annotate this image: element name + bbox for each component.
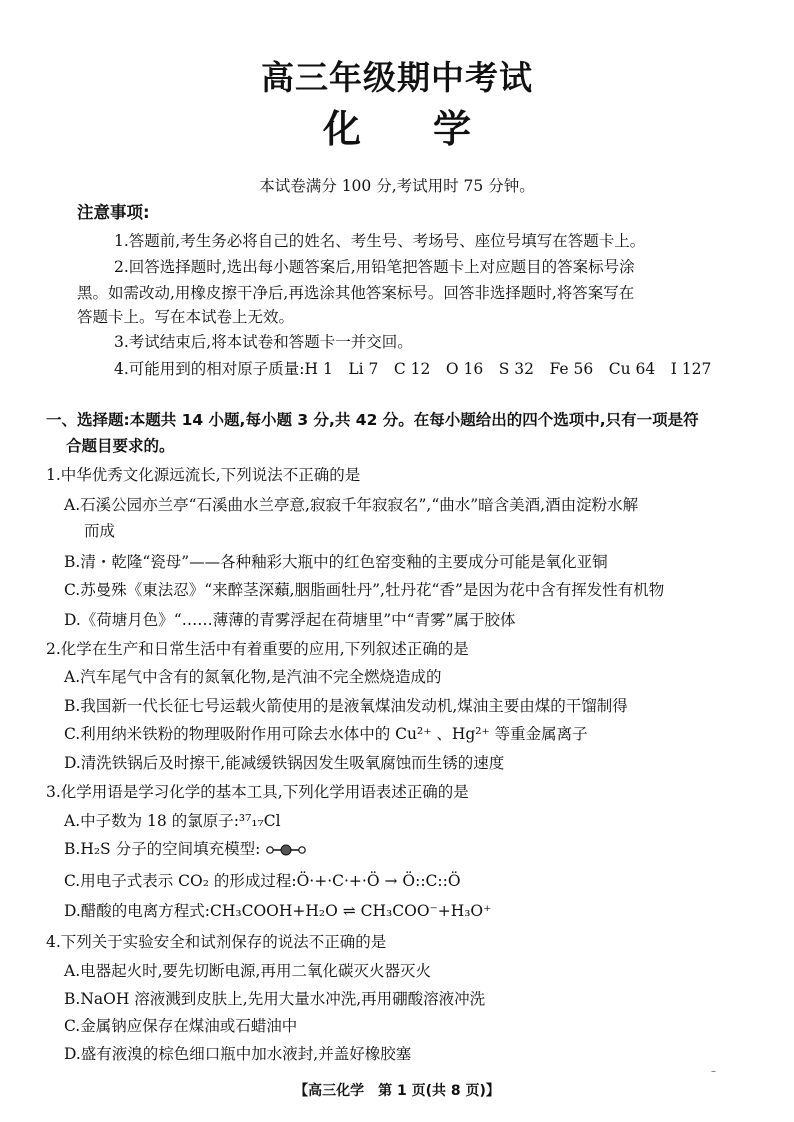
option-a: A.中子数为 18 的氯原子:³⁷₁₇Cl <box>64 812 281 830</box>
notice-line: 4.可能用到的相对原子质量:H 1 Li 7 C 12 O 16 S 32 Fe 56 Cu 64 I 127 <box>114 360 712 378</box>
question-stem: 4.下列关于实验安全和试剂保存的说法不正确的是 <box>46 933 387 951</box>
corner-mark: – <box>711 1066 716 1077</box>
subject-right: 学 <box>433 107 472 151</box>
option-a: A.石溪公园亦兰亭“石溪曲水兰亭意,寂寂千年寂寂名”,“曲水”暗含美酒,酒由淀粉水解 <box>64 496 639 514</box>
option-c: C.用电子式表示 CO₂ 的形成过程:Ö·+·C·+·Ö → Ö::C::Ö <box>64 872 461 890</box>
option-d: D.清洗铁锅后及时擦干,能减缓铁锅因发生吸氧腐蚀而生锈的速度 <box>64 754 505 772</box>
option-b: B.清・乾隆“瓷母”——各种釉彩大瓶中的红色窑变釉的主要成分可能是氧化亚铜 <box>64 553 608 571</box>
option-a: A.电器起火时,要先切断电源,再用二氧化碳灭火器灭火 <box>64 962 431 980</box>
question-stem: 3.化学用语是学习化学的基本工具,下列化学用语表述正确的是 <box>46 783 469 801</box>
exam-title: 高三年级期中考试 <box>261 58 533 97</box>
option-b-text: B.H₂S 分子的空间填充模型: <box>64 840 261 858</box>
subject-title <box>0 98 794 153</box>
option-d: D.《荷塘月色》“……薄薄的青雾浮起在荷塘里”中“青雾”属于胶体 <box>64 611 516 629</box>
option-c: C.利用纳米铁粉的物理吸附作用可除去水体中的 Cu²⁺ 、Hg²⁺ 等重金属离子 <box>64 725 588 743</box>
notice-line: 1.答题前,考生务必将自己的姓名、考生号、考场号、座位号填写在答题卡上。 <box>114 232 646 250</box>
option-a-cont: 而成 <box>84 522 116 540</box>
h2s-space-filling-model-icon <box>265 843 307 857</box>
subject-left: 化 <box>322 107 361 151</box>
option-c: C.金属钠应保存在煤油或石蜡油中 <box>64 1017 298 1035</box>
question-stem: 2.化学在生产和日常生活中有着重要的应用,下列叙述正确的是 <box>46 640 469 658</box>
option-d: D.盛有液溴的棕色细口瓶中加水液封,并盖好橡胶塞 <box>64 1045 412 1063</box>
notice-line: 黑。如需改动,用橡皮擦干净后,再选涂其他答案标号。回答非选择题时,将答案写在 <box>77 284 635 302</box>
notice-line: 2.回答选择题时,选出每小题答案后,用铅笔把答题卡上对应题目的答案标号涂 <box>114 258 635 276</box>
notice-line: 3.考试结束后,将本试卷和答题卡一并交回。 <box>114 333 413 351</box>
page-footer: 【高三化学 第 1 页(共 8 页)】 <box>294 1083 500 1099</box>
option-b <box>64 839 307 859</box>
option-d: D.醋酸的电离方程式:CH₃COOH+H₂O ⇌ CH₃COO⁻+H₃O⁺ <box>64 902 492 920</box>
option-b: B.我国新一代长征七号运载火箭使用的是液氧煤油发动机,煤油主要由煤的干馏制得 <box>64 697 628 715</box>
option-b: B.NaOH 溶液溅到皮肤上,先用大量水冲洗,再用硼酸溶液冲洗 <box>64 990 486 1008</box>
option-c: C.苏曼殊《東法忍》“来醉茎深蘱,胭脂画牡丹”,牡丹花“香”是因为花中含有挥发性有机物 <box>64 581 665 599</box>
exam-info: 本试卷满分 100 分,考试用时 75 分钟。 <box>259 177 535 195</box>
notice-line: 答题卡上。写在本试卷上无效。 <box>77 308 295 326</box>
section-heading-cont: 合题目要求的。 <box>66 437 175 455</box>
question-stem: 1.中华优秀文化源远流长,下列说法不正确的是 <box>46 466 361 484</box>
option-a: A.汽车尾气中含有的氮氧化物,是汽油不完全燃烧造成的 <box>64 668 442 686</box>
section-heading: 一、选择题:本题共 14 小题,每小题 3 分,共 42 分。在每小题给出的四个选项中,只有一项是符 <box>46 411 699 429</box>
notice-heading: 注意事项: <box>77 203 150 222</box>
